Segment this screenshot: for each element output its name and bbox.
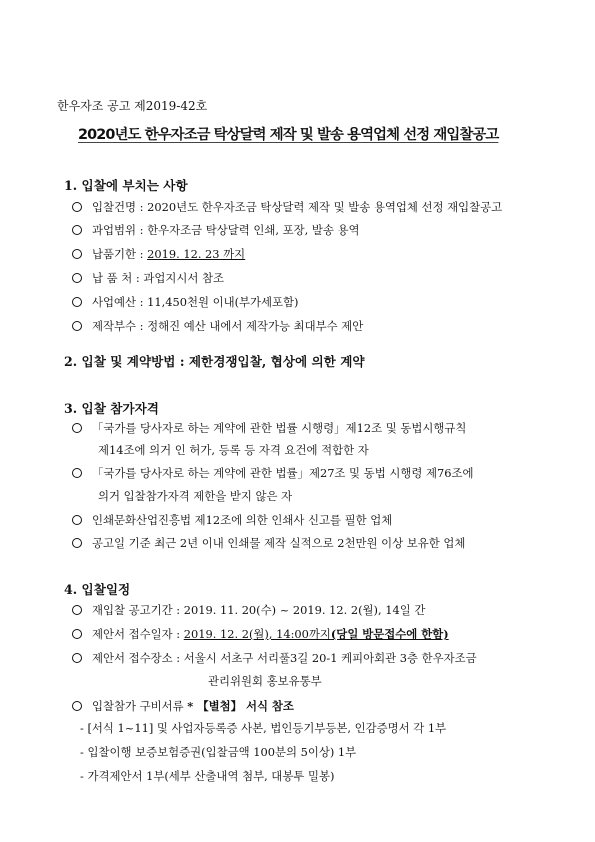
list-item: 과업범위 : 한우자조금 탁상달력 인쇄, 포장, 발송 용역: [72, 222, 360, 238]
list-item: 입찰참가 구비서류 * 【별첨】 서식 참조: [72, 698, 294, 714]
sub-list-item: - [서식 1~11] 및 사업자등록증 사본, 법인등기부등본, 인감증명서 각 1부: [80, 721, 447, 735]
list-item: 납품기한 : 2019. 12. 23 까지: [72, 246, 245, 262]
section-3-heading: 3. 입찰 참가자격: [64, 401, 159, 416]
circle-bullet-icon: [72, 273, 82, 283]
list-item: 납 품 처 : 과업지시서 참조: [72, 270, 224, 286]
list-item: 「국가를 당사자로 하는 계약에 관한 법률」제27조 및 동법 시행령 제76조에: [72, 465, 473, 481]
list-item: 「국가를 당사자로 하는 계약에 관한 법률 시행령」제12조 및 동법시행규칙: [72, 420, 466, 436]
section-1-heading: 1. 입찰에 부치는 사항: [64, 178, 188, 193]
circle-bullet-icon: [72, 538, 82, 548]
list-item: 인쇄문화산업진흥법 제12조에 의한 인쇄사 신고를 필한 업체: [72, 512, 392, 528]
docs-note: * 【별첨】 서식 참조: [187, 699, 294, 713]
list-item: 제안서 접수장소 : 서울시 서초구 서리풀3길 20-1 케피아회관 3층 한우자조금: [72, 650, 477, 666]
list-item-continuation: 제14조에 의거 인 허가, 등록 등 자격 요건에 적합한 자: [98, 443, 369, 457]
list-item: 입찰건명 : 2020년도 한우자조금 탁상달력 제작 및 발송 용역업체 선정 재입찰공고: [72, 199, 502, 215]
circle-bullet-icon: [72, 297, 82, 307]
list-item-continuation: 의거 입찰참가자격 제한을 받지 않은 자: [98, 489, 293, 503]
document-title: 2020년도 한우자조금 탁상달력 제작 및 발송 용역업체 선정 재입찰공고: [78, 127, 499, 143]
circle-bullet-icon: [72, 515, 82, 525]
notice-number: 한우자조 공고 제2019-42호: [57, 99, 208, 113]
circle-bullet-icon: [72, 423, 82, 433]
list-item: 제작부수 : 정해진 예산 내에서 제작가능 최대부수 제안: [72, 318, 363, 334]
circle-bullet-icon: [72, 225, 82, 235]
list-item: 제안서 접수일자 : 2019. 12. 2(월), 14:00까지(당일 방문접수에 한함): [72, 626, 449, 642]
due-date: 2019. 12. 23 까지: [147, 247, 246, 261]
list-item: 공고일 기준 최근 2년 이내 인쇄물 제작 실적으로 2천만원 이상 보유한 업체: [72, 535, 465, 551]
circle-bullet-icon: [72, 468, 82, 478]
list-item: 재입찰 공고기간 : 2019. 11. 20(수) ~ 2019. 12. 2(월), 14일 간: [72, 602, 425, 618]
list-item: 사업예산 : 11,450천원 이내(부가세포함): [72, 294, 299, 310]
circle-bullet-icon: [72, 249, 82, 259]
list-item-continuation: 관리위원회 홍보유통부: [208, 674, 322, 688]
circle-bullet-icon: [72, 629, 82, 639]
circle-bullet-icon: [72, 202, 82, 212]
section-4-heading: 4. 입찰일정: [64, 582, 131, 597]
circle-bullet-icon: [72, 321, 82, 331]
deadline-value: 2019. 12. 2(월), 14:00까지: [183, 627, 331, 641]
sub-list-item: - 입찰이행 보증보험증권(입찰금액 100분의 5이상) 1부: [80, 745, 357, 759]
sub-list-item: - 가격제안서 1부(세부 산출내역 첨부, 대봉투 밀봉): [80, 769, 335, 783]
circle-bullet-icon: [72, 605, 82, 615]
circle-bullet-icon: [72, 701, 82, 711]
deadline-note: (당일 방문접수에 한함): [330, 627, 449, 641]
section-2-heading: 2. 입찰 및 계약방법 : 제한경쟁입찰, 협상에 의한 계약: [64, 354, 365, 369]
circle-bullet-icon: [72, 653, 82, 663]
